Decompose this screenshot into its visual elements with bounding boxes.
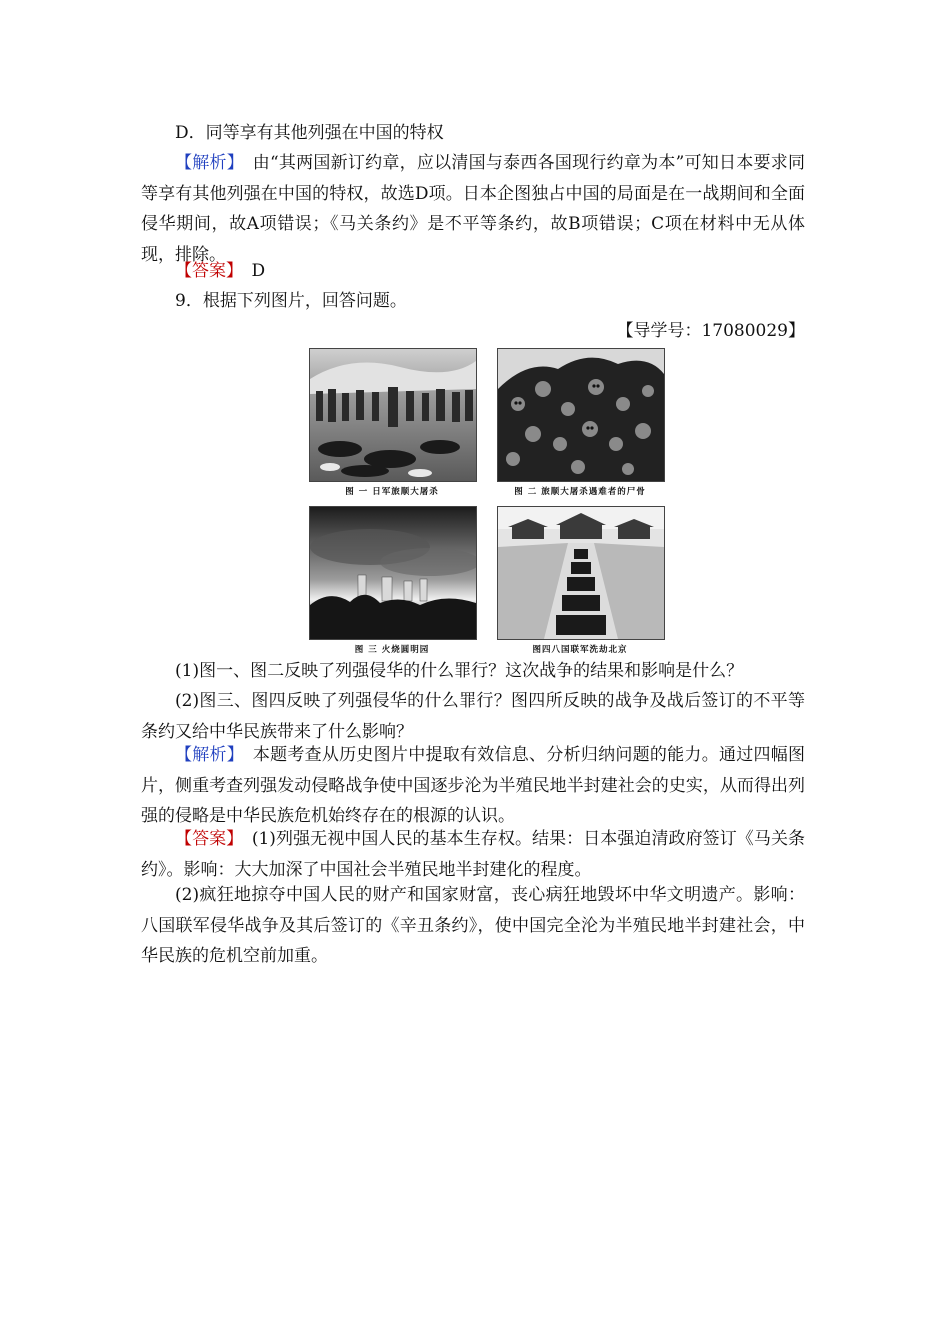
answer-tag: 【答案】 [175, 261, 235, 281]
q9-sub1: (1)图一、图二反映了列强侵华的什么罪行？这次战争的结果和影响是什么？ [175, 661, 744, 681]
answer-1-text: (1)列强无视中国人民的基本生存权。结果：日本强迫清政府签订《马关条约》。影响：大大加深了中国社会半殖民地半封建化的程度。 [141, 829, 806, 880]
option-d: D．同等享有其他列强在中国的特权 [175, 123, 444, 143]
analysis-text: 本题考查从历史图片中提取有效信息、分析归纳问题的能力。通过四幅图片，侧重考查列强发动侵略战争使中国逐步沦为半殖民地半封建社会的史实，从而得出列强的侵略是中华民族危机始终存在的根源的认识。 [141, 745, 806, 826]
q9-analysis [141, 740, 805, 832]
figure-3-image [309, 506, 477, 640]
figure-1-caption: 图 一 日军旅顺大屠杀 [345, 487, 439, 497]
figure-1-image [309, 348, 477, 482]
answer-tag: 【答案】 [175, 829, 235, 849]
q8-analysis [141, 148, 805, 270]
q9-answer-2: (2)疯狂地掠夺中国人民的财产和国家财富，丧心病狂地毁坏中华文明遗产。影响：八国联军侵华战争及其后签订的《辛丑条约》，使中国完全沦为半殖民地半封建社会，中华民族的危机空前加重。 [141, 885, 805, 966]
figure-2-caption: 图 二 旅顺大屠杀遇难者的尸骨 [514, 487, 646, 497]
answer-text: D [251, 261, 266, 281]
analysis-text: 由“其两国新订约章，应以清国与泰西各国现行约章为本”可知日本要求同等享有其他列强在中国的特权，故选D项。日本企图独占中国的局面是在一战期间和全面侵华期间，故A项错误；《马关条约》是不平等条约，故B项错误；C项在材料中无从体现，排除。 [141, 153, 806, 265]
q9-sub2: (2)图三、图四反映了列强侵华的什么罪行？图四所反映的战争及战后签订的不平等条约又给中华民族带来了什么影响？ [141, 691, 805, 742]
analysis-tag: 【解析】 [175, 153, 236, 173]
figure-2-image [497, 348, 665, 482]
q9-stem: 9．根据下列图片，回答问题。 [175, 291, 407, 311]
figure-grid [307, 346, 665, 655]
q9-answer-1 [141, 824, 805, 885]
guide-number: 【导学号：17080029】 [616, 321, 805, 341]
figure-4-image [497, 506, 665, 640]
figure-4-caption: 图四八国联军洗劫北京 [532, 645, 628, 655]
analysis-tag: 【解析】 [175, 745, 236, 765]
q8-answer [141, 256, 805, 287]
figure-3-caption: 图 三 火烧圆明园 [354, 645, 430, 655]
